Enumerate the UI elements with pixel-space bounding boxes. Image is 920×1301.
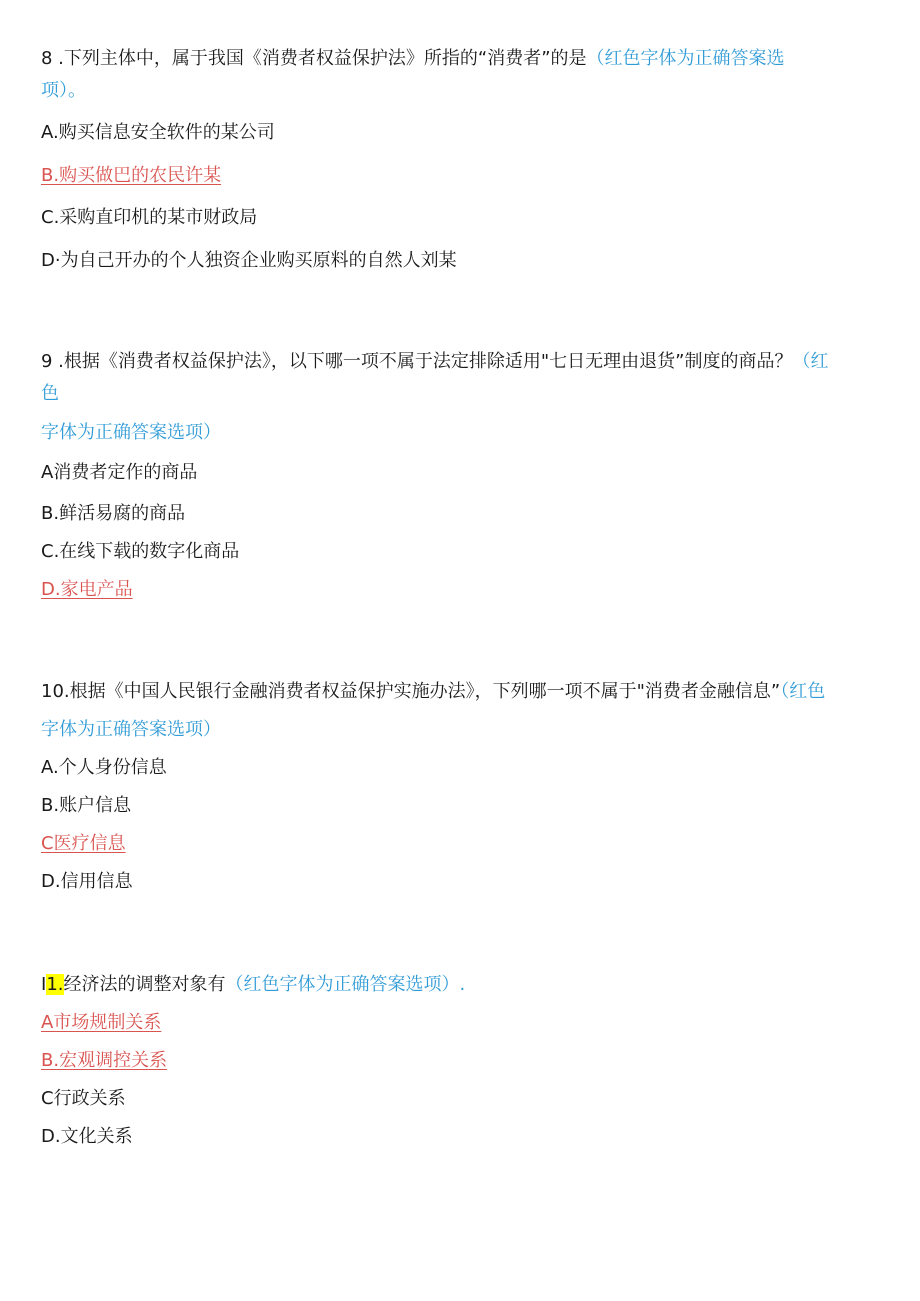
question-10-answer-hint: （红色 — [780, 681, 826, 702]
question-10-stem-line-2 — [41, 718, 221, 742]
question-10-answer-hint-cont: 字体为正确答案选项） — [41, 719, 221, 740]
question-8-option-a: A.购买信息安全软件的某公司 — [41, 122, 275, 143]
question-9-stem-text: 9 .根据《消费者权益保护法》，以下哪一项不属于法定排除适用"七日无理由退货”制度的商品？ — [41, 351, 793, 372]
question-9-answer-hint: （红 — [792, 351, 829, 372]
question-8-option-c: C.采购直印机的某市财政局 — [41, 207, 258, 228]
question-10-option-c-correct: C医疗信息 — [41, 833, 126, 854]
question-11-number-prefix: I — [41, 974, 47, 995]
question-8-stem-line-1 — [41, 47, 785, 71]
question-8-stem-line-2 — [41, 79, 86, 103]
question-11-option-a-correct: A市场规制关系 — [41, 1012, 162, 1033]
question-11-stem — [41, 973, 465, 997]
question-9-stem-line-3 — [41, 421, 221, 445]
question-8-answer-hint: （红色字体为正确答案选 — [586, 48, 785, 69]
question-11-option-b-correct: B.宏观调控关系 — [41, 1050, 168, 1071]
question-11-stem-text: 经济法的调整对象有 — [63, 974, 226, 995]
question-10-option-d: D.信用信息 — [41, 871, 133, 892]
question-9-option-d-correct: D.家电产品 — [41, 579, 133, 600]
question-9-option-a: A消费者定作的商品 — [41, 462, 198, 483]
question-10-stem-text: 10.根据《中国人民银行金融消费者权益保护实施办法》，下列哪一项不属于"消费者金融信息” — [41, 681, 781, 702]
question-9-answer-hint-cont: 色 — [41, 383, 59, 404]
question-9-answer-hint-cont-2: 字体为正确答案选项） — [41, 422, 221, 443]
question-9-stem-line-2 — [41, 382, 59, 406]
question-11-answer-hint: （红色字体为正确答案选项）. — [225, 974, 466, 995]
question-8-stem-text: 8 .下列主体中，属于我国《消费者权益保护法》所指的“消费者”的是 — [41, 48, 587, 69]
question-10-option-b: B.账户信息 — [41, 795, 132, 816]
question-8-option-b-correct: B.购买做巴的农民许某 — [41, 165, 222, 186]
question-9-option-b: B.鲜活易腐的商品 — [41, 503, 186, 524]
question-9-stem-line-1 — [41, 350, 829, 374]
question-8-option-d: D·为自己开办的个人独资企业购买原料的自然人刘某 — [41, 250, 457, 271]
question-9-option-c: C.在线下载的数字化商品 — [41, 541, 240, 562]
question-10-option-a: A.个人身份信息 — [41, 757, 167, 778]
question-11-option-c: C行政关系 — [41, 1088, 126, 1109]
question-10-stem-line-1 — [41, 680, 825, 704]
question-11-number-highlight: 1. — [46, 974, 64, 995]
question-11-option-d: D.文化关系 — [41, 1126, 133, 1147]
question-8-answer-hint-cont: 项）。 — [41, 80, 86, 101]
